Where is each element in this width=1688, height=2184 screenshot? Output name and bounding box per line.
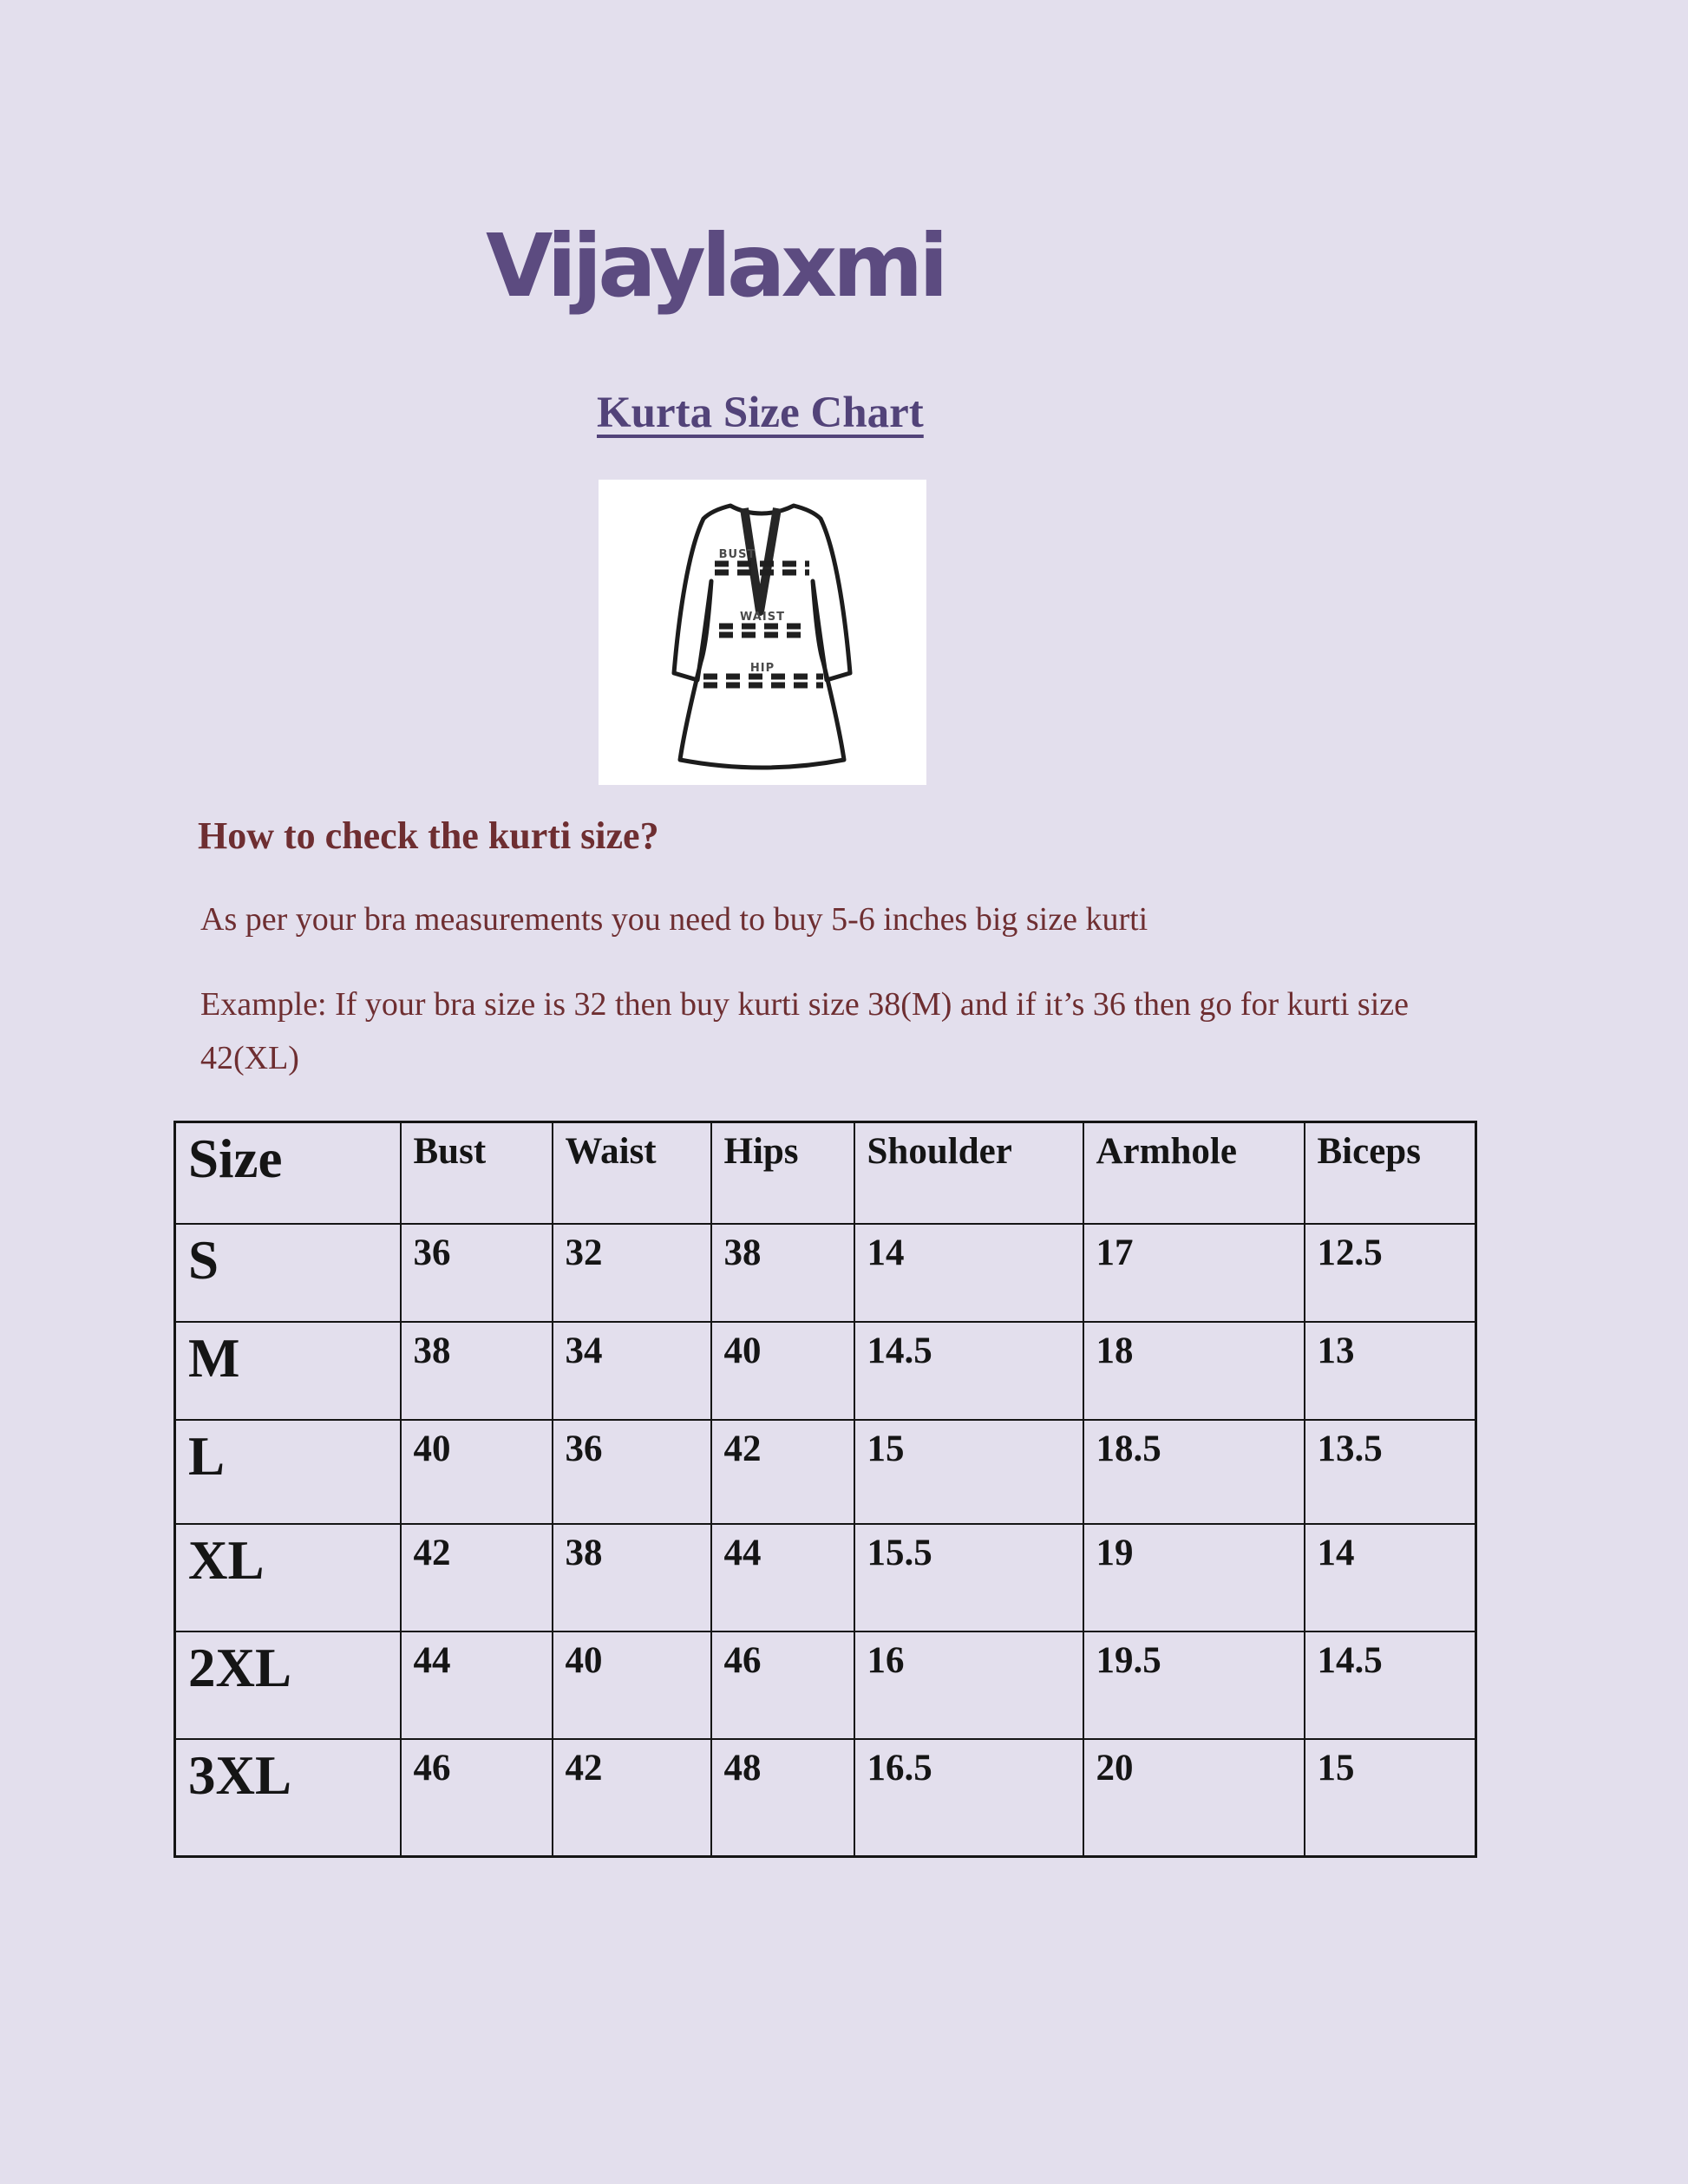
waist-cell: 38 xyxy=(553,1524,711,1631)
bust-cell: 46 xyxy=(401,1739,553,1857)
armhole-cell: 19.5 xyxy=(1083,1631,1305,1739)
column-header-armhole: Armhole xyxy=(1083,1122,1305,1224)
shoulder-cell: 15 xyxy=(854,1420,1083,1524)
bust-cell: 36 xyxy=(401,1224,553,1322)
bust-cell: 44 xyxy=(401,1631,553,1739)
hips-cell: 42 xyxy=(711,1420,854,1524)
size-cell: S xyxy=(175,1224,401,1322)
table-row-2xl xyxy=(175,1631,1476,1739)
size-cell: 3XL xyxy=(175,1739,401,1857)
hip-label: HIP xyxy=(749,662,775,675)
page-title: Kurta Size Chart xyxy=(597,389,924,437)
column-header-biceps: Biceps xyxy=(1305,1122,1476,1224)
kurti-measurement-image xyxy=(599,480,926,785)
bust-cell: 42 xyxy=(401,1524,553,1631)
table-row-l xyxy=(175,1420,1476,1524)
brand-logo: Vijaylaxmi xyxy=(486,215,945,317)
shoulder-cell: 14 xyxy=(854,1224,1083,1322)
armhole-cell: 18 xyxy=(1083,1322,1305,1420)
size-cell: M xyxy=(175,1322,401,1420)
waist-cell: 34 xyxy=(553,1322,711,1420)
size-cell: 2XL xyxy=(175,1631,401,1739)
column-header-bust: Bust xyxy=(401,1122,553,1224)
kurta-outline xyxy=(674,506,850,768)
hips-cell: 44 xyxy=(711,1524,854,1631)
waist-cell: 36 xyxy=(553,1420,711,1524)
column-header-shoulder: Shoulder xyxy=(854,1122,1083,1224)
armhole-cell: 20 xyxy=(1083,1739,1305,1857)
guide-example: Example: If your bra size is 32 then buy kurti size 38(M) and if it’s 36 then go for kurti size 42(XL) xyxy=(200,986,1410,1076)
column-header-waist: Waist xyxy=(553,1122,711,1224)
guide-instruction: As per your bra measurements you need to buy 5-6 inches big size kurti xyxy=(200,901,1148,938)
size-cell: XL xyxy=(175,1524,401,1631)
waist-cell: 42 xyxy=(553,1739,711,1857)
table-row-3xl xyxy=(175,1739,1476,1857)
size-chart-table xyxy=(173,1121,1477,1858)
guide-heading: How to check the kurti size? xyxy=(198,814,659,857)
biceps-cell: 14 xyxy=(1305,1524,1476,1631)
waist-cell: 32 xyxy=(553,1224,711,1322)
size-cell: L xyxy=(175,1420,401,1524)
bust-label: BUST xyxy=(718,548,756,561)
kurti-diagram xyxy=(599,480,926,785)
waist-cell: 40 xyxy=(553,1631,711,1739)
column-header-size: Size xyxy=(175,1122,401,1224)
hips-cell: 40 xyxy=(711,1322,854,1420)
shoulder-cell: 14.5 xyxy=(854,1322,1083,1420)
biceps-cell: 13.5 xyxy=(1305,1420,1476,1524)
table-row-m xyxy=(175,1322,1476,1420)
shoulder-cell: 15.5 xyxy=(854,1524,1083,1631)
armhole-cell: 18.5 xyxy=(1083,1420,1305,1524)
hips-cell: 38 xyxy=(711,1224,854,1322)
armhole-cell: 19 xyxy=(1083,1524,1305,1631)
hips-cell: 46 xyxy=(711,1631,854,1739)
biceps-cell: 14.5 xyxy=(1305,1631,1476,1739)
biceps-cell: 12.5 xyxy=(1305,1224,1476,1322)
table-row-xl xyxy=(175,1524,1476,1631)
biceps-cell: 15 xyxy=(1305,1739,1476,1857)
shoulder-cell: 16 xyxy=(854,1631,1083,1739)
bust-cell: 40 xyxy=(401,1420,553,1524)
column-header-hips: Hips xyxy=(711,1122,854,1224)
hips-cell: 48 xyxy=(711,1739,854,1857)
waist-label: WAIST xyxy=(740,611,785,624)
table-row-s xyxy=(175,1224,1476,1322)
shoulder-cell: 16.5 xyxy=(854,1739,1083,1857)
table-header-row xyxy=(175,1122,1476,1224)
biceps-cell: 13 xyxy=(1305,1322,1476,1420)
armhole-cell: 17 xyxy=(1083,1224,1305,1322)
bust-cell: 38 xyxy=(401,1322,553,1420)
